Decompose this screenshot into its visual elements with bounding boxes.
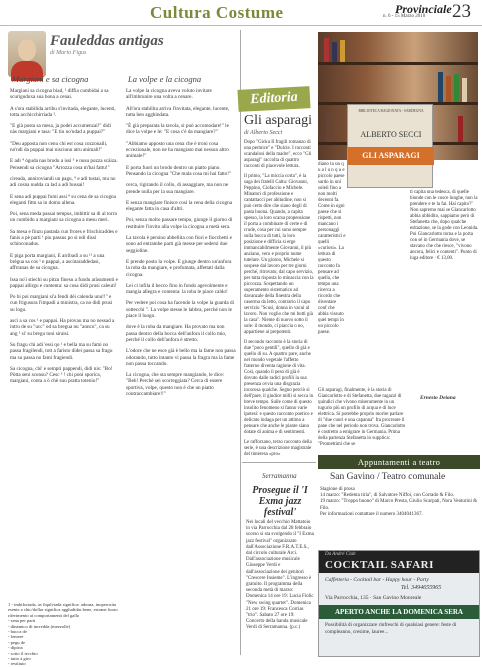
glossary-item: - femere [8,634,24,640]
ad-name: COCKTAIL SAFARI [325,559,434,571]
section-divider [242,462,316,463]
music-headline: Prosegue il 'I Exma jazz festival' [252,485,308,518]
stanza: Margiani sa cicogna biad, ¹ diffia cumbidai a sa scuriguduxa sua bona a cenai. [10,88,109,101]
poem-title-italian: La volpe e la cicogna [128,74,202,84]
ad-address: Via Parrocchia, 135 · San Gavino Monreale [325,595,422,601]
editoria-byline: di Alberto Secci [244,130,283,136]
glossary-item: - pegu de [8,639,26,645]
article-signature: Ernesto Deiana [420,395,456,401]
editoria-column-3 [410,190,480,392]
paragraph: Le rafforzano, terzo racconto della serie, è una descrizione magistrale del tinteresa «pro» [244,440,312,457]
stanza: "È già preparata la tavola, si può accomodare!" le dice la volpe e le: "E cosa c'è da mangiare?" [126,123,229,136]
section-title: Cultura Costume [150,3,284,22]
newspaper-logo: Provinciale [395,2,452,16]
stanza: Poi, senza molto passare tempo, giunge il giorno di restituire l'invito alla volpe la cicogna a metà sera. [126,217,233,230]
glossary [8,602,118,667]
ad-tagline: Caffetteria - Cocktail bar - Happy hour - Party [325,577,429,583]
stanza: E sena adi puppai fumi assi ⁸ su cena de sa cicogna elegantì fittu sa in domu allena. [10,193,116,206]
paragraph: ti capita una tedesca, di quelle bionde con le cosce lunghe, non la prendere e te la fai. Hai capito?" Non sapremo mai se Giancarlotto abbia ubbidito, sappiamo però di Stefanetta che, dopo qualche esitazione, se la gode con Leonida. Poi Giancarlotto torna e la porta con sé in Germania dove, se stavano che che riesce, "vivono ancora, felici e contenti". Punto di luga editore · € 13,00. [410,190,479,261]
poem-italian-column [126,88,236,653]
issue-info: n. 6 - 15 Marzo 2010 [383,14,426,19]
paragraph: Il primo, "La miccia corta", è la saga dei fratelli Caltu: Giovanni, Peppino, Ciofaccio e Michele. Minatori di professione e cantattacci per abitudine, non si può certo dire che siano degli di pasta buona. Quando, a capita spesso, la loro scarsa propensione il porta a combinare di certe e di crude, cosa per cui sono sempre sulla bocca di tutti, la loro posizione e difficia si erge immancabilmente Giovanni, il più anziano, vero e proprio nume tutelare. Un giorno, Michele si sospese dal lavoro per tre giorni perché, ritrovato, dal capo servizio, per tutta risposta lo minaccia con la piccozza. Sospettando un superamento sistematico ad davanzale della finestra della caserma da letto, contrario il capo servizio "Scusi, donna in vacui al lavoro. Non voglio che mi butti già la casa". Niente di nuovo sotto il sole: il mondo, ci piaccia o no, appartiene ai prepotenti. [244,174,314,335]
stanza: Su fragu chi adi 'essi qo ¹ e bella ma su fami no passa fragilendi, tott a faristo didei passa sa fragu ma su passa no fami fragiendi. [10,341,113,361]
poem-sardo-column [10,88,118,600]
appuntamenti-line: Per informazioni contattare il numero 3404041367. [320,511,423,517]
glossary-item: - restituto [8,661,26,667]
stanza: La volpe la cicogna aveva voluto invitare all'imbrunire una volta a cenare. [126,88,212,101]
stanza: "E già posta sa mesa, ja podei accumenzai!" didi nàs margiani e tasa: "E tiu no'ndad a puppai?" [10,123,111,136]
page-header [0,0,482,26]
stanza: ascì a sa cos ¹ e pappai. Ha provau ma no nessad a intru de su "ucc" od sa bregua nu "anncu", ca su ang ¹ si' su bregu toni siraisi. [10,318,115,337]
article-title: Fauleddas antigas [50,33,164,49]
appuntamenti-banner: Appuntamenti a teatro [318,455,480,469]
stanza: A s'ora stabilida arribu s'invitada, elegante, lucenti, totta acchicchirriada ². [10,105,116,118]
ad-club: Da André Club [325,552,356,557]
stanza: All'ora stabilita arriva l'invitata, elegante, lucente, tutta ben agghindata. [126,105,230,118]
stanza: La cicogna, che sta sempre mangiando, le dice: "Beh! Perché sei scorreggiata? Cerca di essere sportiva, volpe, questo non è che un piatto contraccambiare!!" [126,372,225,397]
stanza: cerca, rigirando il collo, di assaggiare, ma non ne prende nulla per la sua mangiare. [126,182,229,195]
editoria-column-2a [318,162,346,388]
book-publisher: BIBLIOTECA RAGIONATA - SARDEGNA [358,109,424,113]
stanza: "Deu apposta non cenu chi est cosa cozzonaili, no'ndi da puppai mai nisciunu atru animali!" [10,140,108,154]
ad-open-banner: APERTO ANCHE LA DOMENICA SERA [319,605,479,619]
stanza: Sa cicogna, chi' e sempri pappendi, didi nis: "Bo! Pòtta seni sconsu? Cesc ¹ ! chi poni sporica, margiani, conta a ò chè suu pratta toteniu!" [10,365,113,385]
book-cover [347,104,433,188]
editoria-title: Gli asparagi [244,113,313,128]
stanza: Sa mesa e finzu pastada cun frores e frischicaddes e fanis a pè parti ¹ piu passus po si ndi dissi schinconadus. [10,228,118,248]
stanza: E piga porta margiani, E arribadi a su ¹¹ a una brègua sa cos ¹ e pappai, a ascùtaraddedasi, affrranas de sa cicogna. [10,252,105,272]
stanza: La tavola è persino abbellita con fiori e fiocchetti e sono ad entrambe parti già messe per sedersi due seggioline. [126,235,232,254]
stanza: Po bi poi margiani si'a fendi dèi calenda unu!!" e cun frigusura l'impadi a ministra, ca no didi prusi su logu. [10,294,113,313]
appuntamenti-line: 19 marzo: "Troppo buono" di Marco Presta, Giulio Scarpati, Nora Venturini & Filo. [320,499,477,511]
paragraph: Il secondo racconto è la storia di due "poco gentili", quello di già e quello di su. A quattro pare, anche nel mondo vegetale l'affetto fraterno diventa ragione di vita. Così, quando il peso di già è dovuto dalle radici profili la sua presenza ovvia una disgrazia incorosa qualche. Segno perciò sì dell'pare, il giudice milli si secca in breve tempo. Sulle come di questo insolito fenomeno si fanno varie ipotesi: e questo racconto poetico e delicato indaga per un attimo a pensare che anche le piante siano dotate di anima e di sentimenti. [244,340,314,435]
glossary-item: - dipiria [8,645,23,651]
page-number: 23 [452,1,471,22]
glossary-item: - dinamico di incredda (mezzolle) [8,623,71,629]
cocktail-safari-ad [318,550,480,657]
music-location: Serramanna [262,472,297,480]
author-portrait-icon [8,31,46,77]
editoria-badge: Editoria [237,86,310,112]
glossary-item: - sena per parti [8,618,36,624]
stanza: dove è la roba da mangiare. Ha provato ma non passa dentro della bocca dell'anfora il collo mio, perché il collo dell'anfora è stretto. [126,324,227,343]
stanza: E adi ⁴ òguda nas brodu a issi ⁵ e nusu puzza scàiza. Pensendi sa cicogna "Arrozza cosa m'hai fattu!" [10,158,118,171]
glossary-item: - tutto a giro [8,656,31,662]
stanza: Issa no'i stiechi su pìtzu finesu a fundu aràsumenti e pappai allirgu e cuntenta: sa cosa didi prusi caleuti! [10,276,118,289]
appuntamenti-title: San Gavino / Teatro comunale [330,472,446,482]
stanza: L'odore che ne esce già è bello ma la fame non passa odorando, tutto intanto vi passa la fragra ma la fame non passa toccando. [126,348,236,367]
glossary-item: - bucca de [8,629,27,635]
glossary-item: - sotto il tecchio [8,650,38,656]
stanza: E prende posto la volpe. E giunge dentro un'anfora la roba da mangiare, e profumata, affettati dalla cicogna. [126,258,232,278]
article-byline: di Mario Figus [50,50,87,56]
stanza: "Abbiamo apposto una cena che è troni cosa eccezionale, non ne ha mangiato mai nessun altro animale!" [126,140,229,160]
appuntamenti-line: Stagione di prosa [320,487,355,492]
poem-title-sardo: Margiani e sa cicogna [12,74,89,84]
stanza: E senza mangiare finisce così la cena della cicogna elegante fatta in casa d'altri. [126,199,233,213]
stanza: Poi, sena meda passai tempus, imbittir sa di al torra un cumbidu a margiani sa cicogna a mesu meri. [10,211,117,224]
stanza: cìreada, anniroviandi un pagu, ⁹ e adi tustai, mu no adi cosna nudda ca lad a adi bussai! [10,175,116,189]
paragraph: Dopo "Gicku Il fragili romanzo di una permice" e "Dulcie. I racconti scandalosi della madre", ecco "Gli asparagi" raccolta di quattro racconti di piacevole lettura. [244,140,312,169]
column-divider [240,30,241,655]
book-title: GLI ASPARAGI [362,151,420,160]
stanza: Lei ci infila il becco fino in fondo agevolmente e mangia allegra e contenta: la roba le piace caldo! [126,282,228,296]
appuntamenti-body [320,487,480,518]
stanza: E porta fuori un brodo dentro un piatto piano. Pensando la cicogna "Che mala cosa mi hai fatto!" [126,164,232,177]
ad-promo: Possibilità di organizzare rinfreschi di qualsiasi genere: feste di compleanno, cresime, lauree... [325,622,457,635]
music-body: Nei locali del vecchio Mattatoio in via Parrocchia dal 28 febbraio scorso si sta svolgendo il "I Exma jazz festival" organizzato dall'Associazione F.R.A.T.E.S., dal circolo culturale Arci. Dall'associazione musicale Giuseppe Verdi e dall'associazione dei genitori "Crescere Insieme". L'ingresso è gratuito. Il programma della seconda metà di marzo: Domenica 14 ore 19: Lucia Fiolic "New swing quartet". Domenica 21 ore 19: Francesca Corrias "trio". Sabato 27 ore 19: Concerto della banda musicale Verdi di Serramanna. (p.c.) [246,520,314,631]
appuntamenti-line: 14 marzo: "Redenta tiria", di Salvatore Niffoi, con Corrado & Filo. [320,493,455,499]
editoria-column-2b [318,388,406,452]
glossary-item: 1 - imbiforiada, as fiqulviada significa: adorna, inoperosita esente a chic/dollar significa aggludidas bene, estrane fuoro riferimento ai comportamenti del gallo [8,602,118,618]
editoria-column-1 [244,140,314,460]
paragraph: Gli asparagi, finalmente, è la storia di Giancarlotto e di Stefanetta, due ragazzi di quindici che vivono miseramente in un tugurio più un profilo di acqua e di luce elettrica. Si potrebbe proprio morire parlare di "due cuori e una capanna" fra procreare il pane che nel periodo non trova. Giancarlotto è costretto a emigrare in Germania. Prima della partenza Stefanetta lo supplica: "Promettimi che se [318,388,406,447]
paragraph: diano in un q u a l u n q u e piccolo paese sardo in uni soleil fino a non molti decenni fa. Come in ogni paese che si rispetti, non mancano i personaggi caratteristici e quelli «curiosi». La lettura di questo racconto fa pensare ad quella, che tempo una ricerca a ricordo che diventare conf che abbia vissuto quei tempi in un piccolo paese. [318,162,346,335]
book-author: ALBERTO SECCI [360,130,422,139]
ad-phone: Tel. 3494655965 [401,585,442,591]
stanza: Per vedere poi cosa ha facendo la volpe la guarda di sottecchi ". La volpe stesse le labbra, perché non le piace il luogo. [126,300,235,320]
